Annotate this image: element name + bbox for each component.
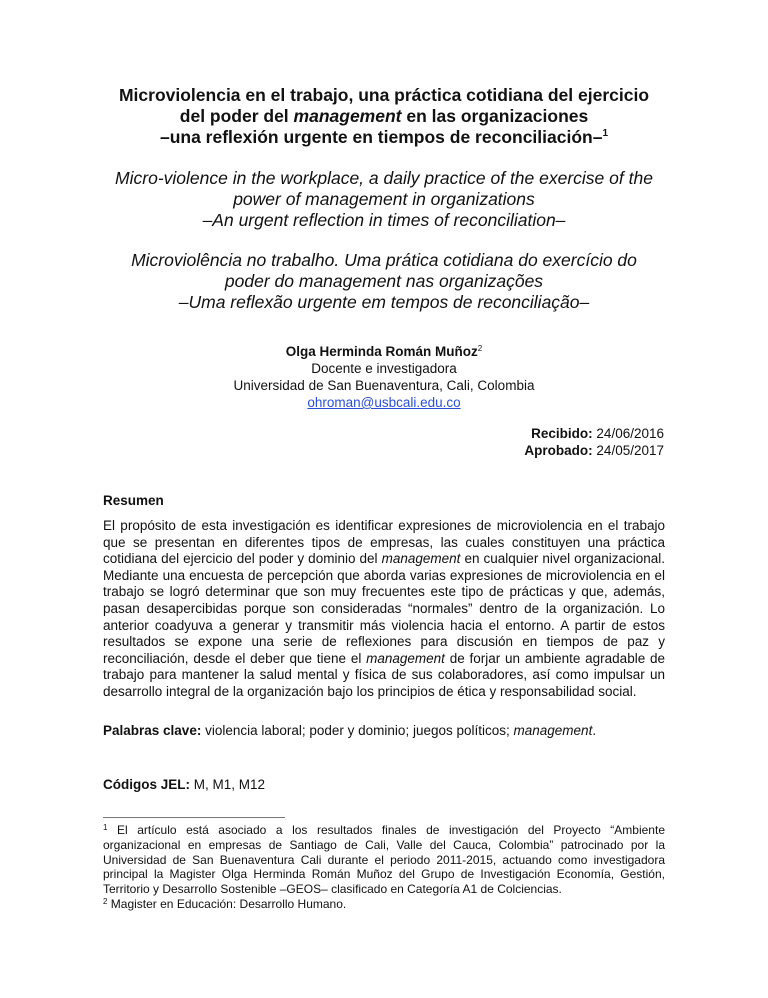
keywords-text: violencia laboral; poder y dominio; juegos políticos; — [201, 723, 514, 738]
footnote-1-text: El artículo está asociado a los resultados finales de investigación del Proyecto “Ambiente organizacional en empresas de Santiago de Cali, Valle del Cauca, Colombia” patrocinado por la Universidad de San Buenaventura Cali durante el periodo 2011-2015, actuando como investigadora principal la Magister Olga Herminda Román Muñoz del Grupo de Investigación Economía, Gestión, Territorio y Desarrollo Sostenible –GEOS– clasificado en Categoría A1 de Colciencias. — [103, 823, 665, 897]
jel-label: Códigos JEL: — [103, 777, 190, 792]
footnotes — [103, 823, 665, 912]
dates-block — [524, 425, 664, 459]
abstract-body — [103, 518, 665, 701]
title-spanish — [60, 85, 708, 148]
approved-value: 24/05/2017 — [596, 443, 664, 458]
title-en-line3: –An urgent reflection in times of reconciliation– — [202, 210, 566, 230]
title-es-line2-pre: del poder del — [179, 106, 294, 126]
title-english — [60, 168, 708, 231]
abstract-emphasis-2: management — [366, 650, 445, 666]
approved-date — [524, 442, 664, 459]
author-block — [60, 343, 708, 411]
footnote-2-mark: 2 — [103, 896, 108, 906]
abstract-emphasis-1: management — [381, 551, 461, 567]
approved-label: Aprobado: — [524, 443, 593, 458]
abstract-text-2: en cualquier nivel organizacional. Mediante una encuesta de percepción que aborda varias expresiones de microviolencia en el trabajo se logró determinar que son muy frecuentes este tipo de prácticas y que, además, pasan desapercibidas porque son consideradas “normales” dentro de la organización. Lo anterior coadyuva a generar y transmitir más violencia hacia el entorno. A partir de estos resultados se expone una serie de reflexiones para discusión en tiempos de paz y reconciliación, desde el deber que tiene el — [103, 551, 665, 666]
received-date — [524, 425, 664, 442]
abstract-text-1: El propósito de esta investigación es identificar expresiones de microviolencia en el trabajo que se presentan en diferentes tipos de empresas, las cuales constituyen una práctica cotidiana del ejercicio del poder y dominio del — [103, 518, 665, 567]
footnote-2-text: Magister en Educación: Desarrollo Humano. — [107, 896, 347, 911]
abstract-text-3: de forjar un ambiente agradable de trabajo para mantener la salud mental y física de sus colaboradores, así como impulsar un desarrollo integral de la organización bajo los principios de ética y responsabilidad social. — [103, 650, 666, 699]
title-pt-line2: poder do management nas organizações — [224, 271, 544, 291]
title-en-line2: power of management in organizations — [233, 189, 535, 209]
keywords — [103, 723, 665, 740]
footnote-1 — [103, 823, 665, 897]
received-value: 24/06/2016 — [596, 426, 664, 441]
keywords-label: Palabras clave: — [103, 723, 202, 738]
footnote-1-mark: 1 — [103, 823, 108, 832]
title-en-line1: Micro-violence in the workplace, a daily practice of the exercise of the — [115, 168, 653, 188]
footnote-ref-1[interactable]: 1 — [602, 128, 609, 139]
title-es-line2 — [60, 106, 708, 127]
title-es-line3-text: –una reflexión urgente en tiempos de reconciliación– — [159, 127, 603, 147]
title-pt-line3: –Uma reflexão urgente em tempos de reconciliação– — [178, 292, 590, 312]
received-label: Recibido: — [531, 426, 593, 441]
jel-text: M, M1, M12 — [190, 777, 266, 792]
title-portuguese — [60, 250, 708, 313]
keywords-end: . — [592, 723, 597, 738]
title-es-line3 — [60, 127, 708, 148]
footnote-ref-2[interactable]: 2 — [477, 344, 483, 353]
title-pt-line1: Microviolência no trabalho. Uma prática cotidiana do exercício do — [131, 250, 637, 270]
author-name: Olga Herminda Román Muñoz — [285, 344, 478, 359]
author-name-line — [60, 343, 708, 360]
title-es-emphasis: management — [293, 106, 402, 126]
author-role: Docente e investigadora — [311, 361, 457, 376]
keywords-emphasis: management — [513, 723, 593, 738]
footnote-divider — [103, 817, 285, 818]
footnote-2 — [103, 897, 665, 912]
title-es-line1: Microviolencia en el trabajo, una práctica cotidiana del ejercicio — [118, 85, 650, 105]
author-affiliation: Universidad de San Buenaventura, Cali, Colombia — [233, 378, 535, 393]
author-email-link[interactable]: ohroman@usbcali.edu.co — [307, 395, 461, 410]
abstract-heading: Resumen — [103, 493, 164, 508]
jel-codes — [103, 777, 665, 794]
title-es-line2-post: en las organizaciones — [401, 106, 589, 126]
